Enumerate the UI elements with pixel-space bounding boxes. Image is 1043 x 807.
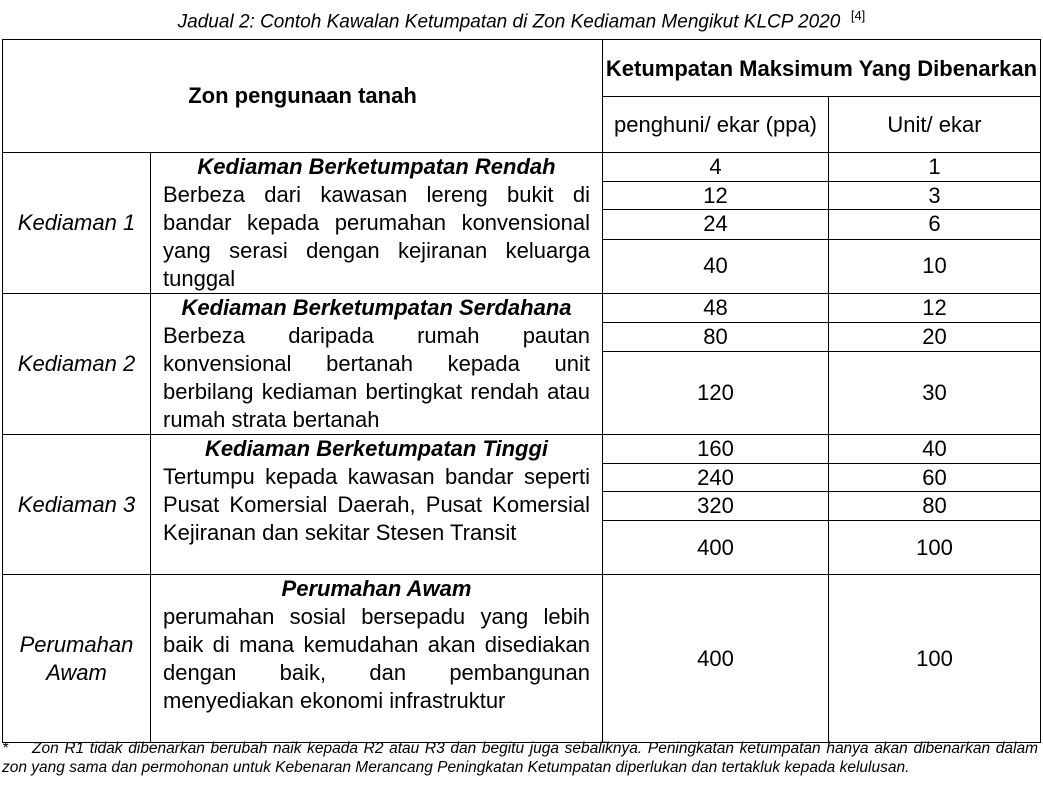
unit-value: 10 — [829, 239, 1041, 293]
zone-title: Kediaman Berketumpatan Tinggi — [204, 436, 549, 461]
ppa-value: 4 — [603, 153, 829, 182]
zone-name-kediaman-1: Kediaman 1 — [3, 153, 151, 294]
unit-value: 3 — [829, 182, 1041, 210]
zone-description: Berbeza dari kawasan lereng bukit di bandar kepada perumahan konvensional yang serasi dengan kejiranan keluarga tunggal — [163, 182, 590, 291]
unit-value: 60 — [829, 464, 1041, 492]
unit-value: 6 — [829, 210, 1041, 239]
ppa-value: 24 — [603, 210, 829, 239]
zone-title: Kediaman Berketumpatan Serdahana — [181, 295, 572, 320]
zone-description-cell — [151, 294, 603, 435]
table-row — [3, 575, 1041, 743]
zone-description-cell — [151, 575, 603, 743]
header-max-density: Ketumpatan Maksimum Yang Dibenarkan — [603, 40, 1041, 97]
zone-description: perumahan sosial bersepadu yang lebih baik di mana kemudahan akan disediakan dengan baik, dan pembangunan menyediakan ekonomi infrastruktur — [163, 604, 590, 713]
table-row — [3, 153, 1041, 182]
zone-title: Perumahan Awam — [281, 576, 472, 601]
footnote-marker: * — [2, 740, 9, 757]
ppa-value: 12 — [603, 182, 829, 210]
zone-description: Tertumpu kepada kawasan bandar seperti Pusat Komersial Daerah, Pusat Komersial Kejiranan dan sekitar Stesen Transit — [163, 464, 590, 545]
caption-reference: [4] — [850, 8, 866, 23]
zone-name-kediaman-2: Kediaman 2 — [3, 294, 151, 435]
unit-value: 20 — [829, 323, 1041, 351]
ppa-value: 240 — [603, 464, 829, 492]
unit-value: 12 — [829, 294, 1041, 323]
unit-value: 100 — [829, 575, 1041, 743]
header-zone: Zon pengunaan tanah — [3, 40, 603, 153]
unit-value: 80 — [829, 492, 1041, 521]
ppa-value: 400 — [603, 575, 829, 743]
table-row — [3, 435, 1041, 464]
ppa-value: 120 — [603, 351, 829, 434]
ppa-value: 80 — [603, 323, 829, 351]
footnote-text: Zon R1 tidak dibenarkan berubah naik kepada R2 atau R3 dan begitu juga sebaliknya. Peningkatan ketumpatan hanya akan dibenarkan dalam zon yang sama dan permohonan untuk Kebenaran Merancang Peningkatan Ketumpatan diperlukan dan tertakluk kepada kelulusan. — [2, 740, 1038, 776]
ppa-value: 40 — [603, 239, 829, 293]
caption-text: Jadual 2: Contoh Kawalan Ketumpatan di Zon Kediaman Mengikut KLCP 2020 — [177, 11, 841, 33]
footnote — [2, 740, 1038, 777]
unit-value: 30 — [829, 351, 1041, 434]
unit-value: 100 — [829, 521, 1041, 575]
ppa-value: 400 — [603, 521, 829, 575]
ppa-value: 48 — [603, 294, 829, 323]
table-caption — [0, 8, 1043, 33]
ppa-value: 160 — [603, 435, 829, 464]
table-row — [3, 294, 1041, 323]
zone-description-cell — [151, 435, 603, 575]
zone-description: Berbeza daripada rumah pautan konvensional bertanah kepada unit berbilang kediaman bertingkat rendah atau rumah strata bertanah — [163, 323, 590, 432]
zone-name-kediaman-3: Kediaman 3 — [3, 435, 151, 575]
zone-description-cell — [151, 153, 603, 294]
ppa-value: 320 — [603, 492, 829, 521]
density-table — [2, 39, 1041, 743]
header-ppa: penghuni/ ekar (ppa) — [603, 97, 829, 153]
unit-value: 1 — [829, 153, 1041, 182]
header-unit: Unit/ ekar — [829, 97, 1041, 153]
zone-name-perumahan-awam: Perumahan Awam — [3, 575, 151, 743]
unit-value: 40 — [829, 435, 1041, 464]
zone-title: Kediaman Berketumpatan Rendah — [197, 154, 556, 179]
